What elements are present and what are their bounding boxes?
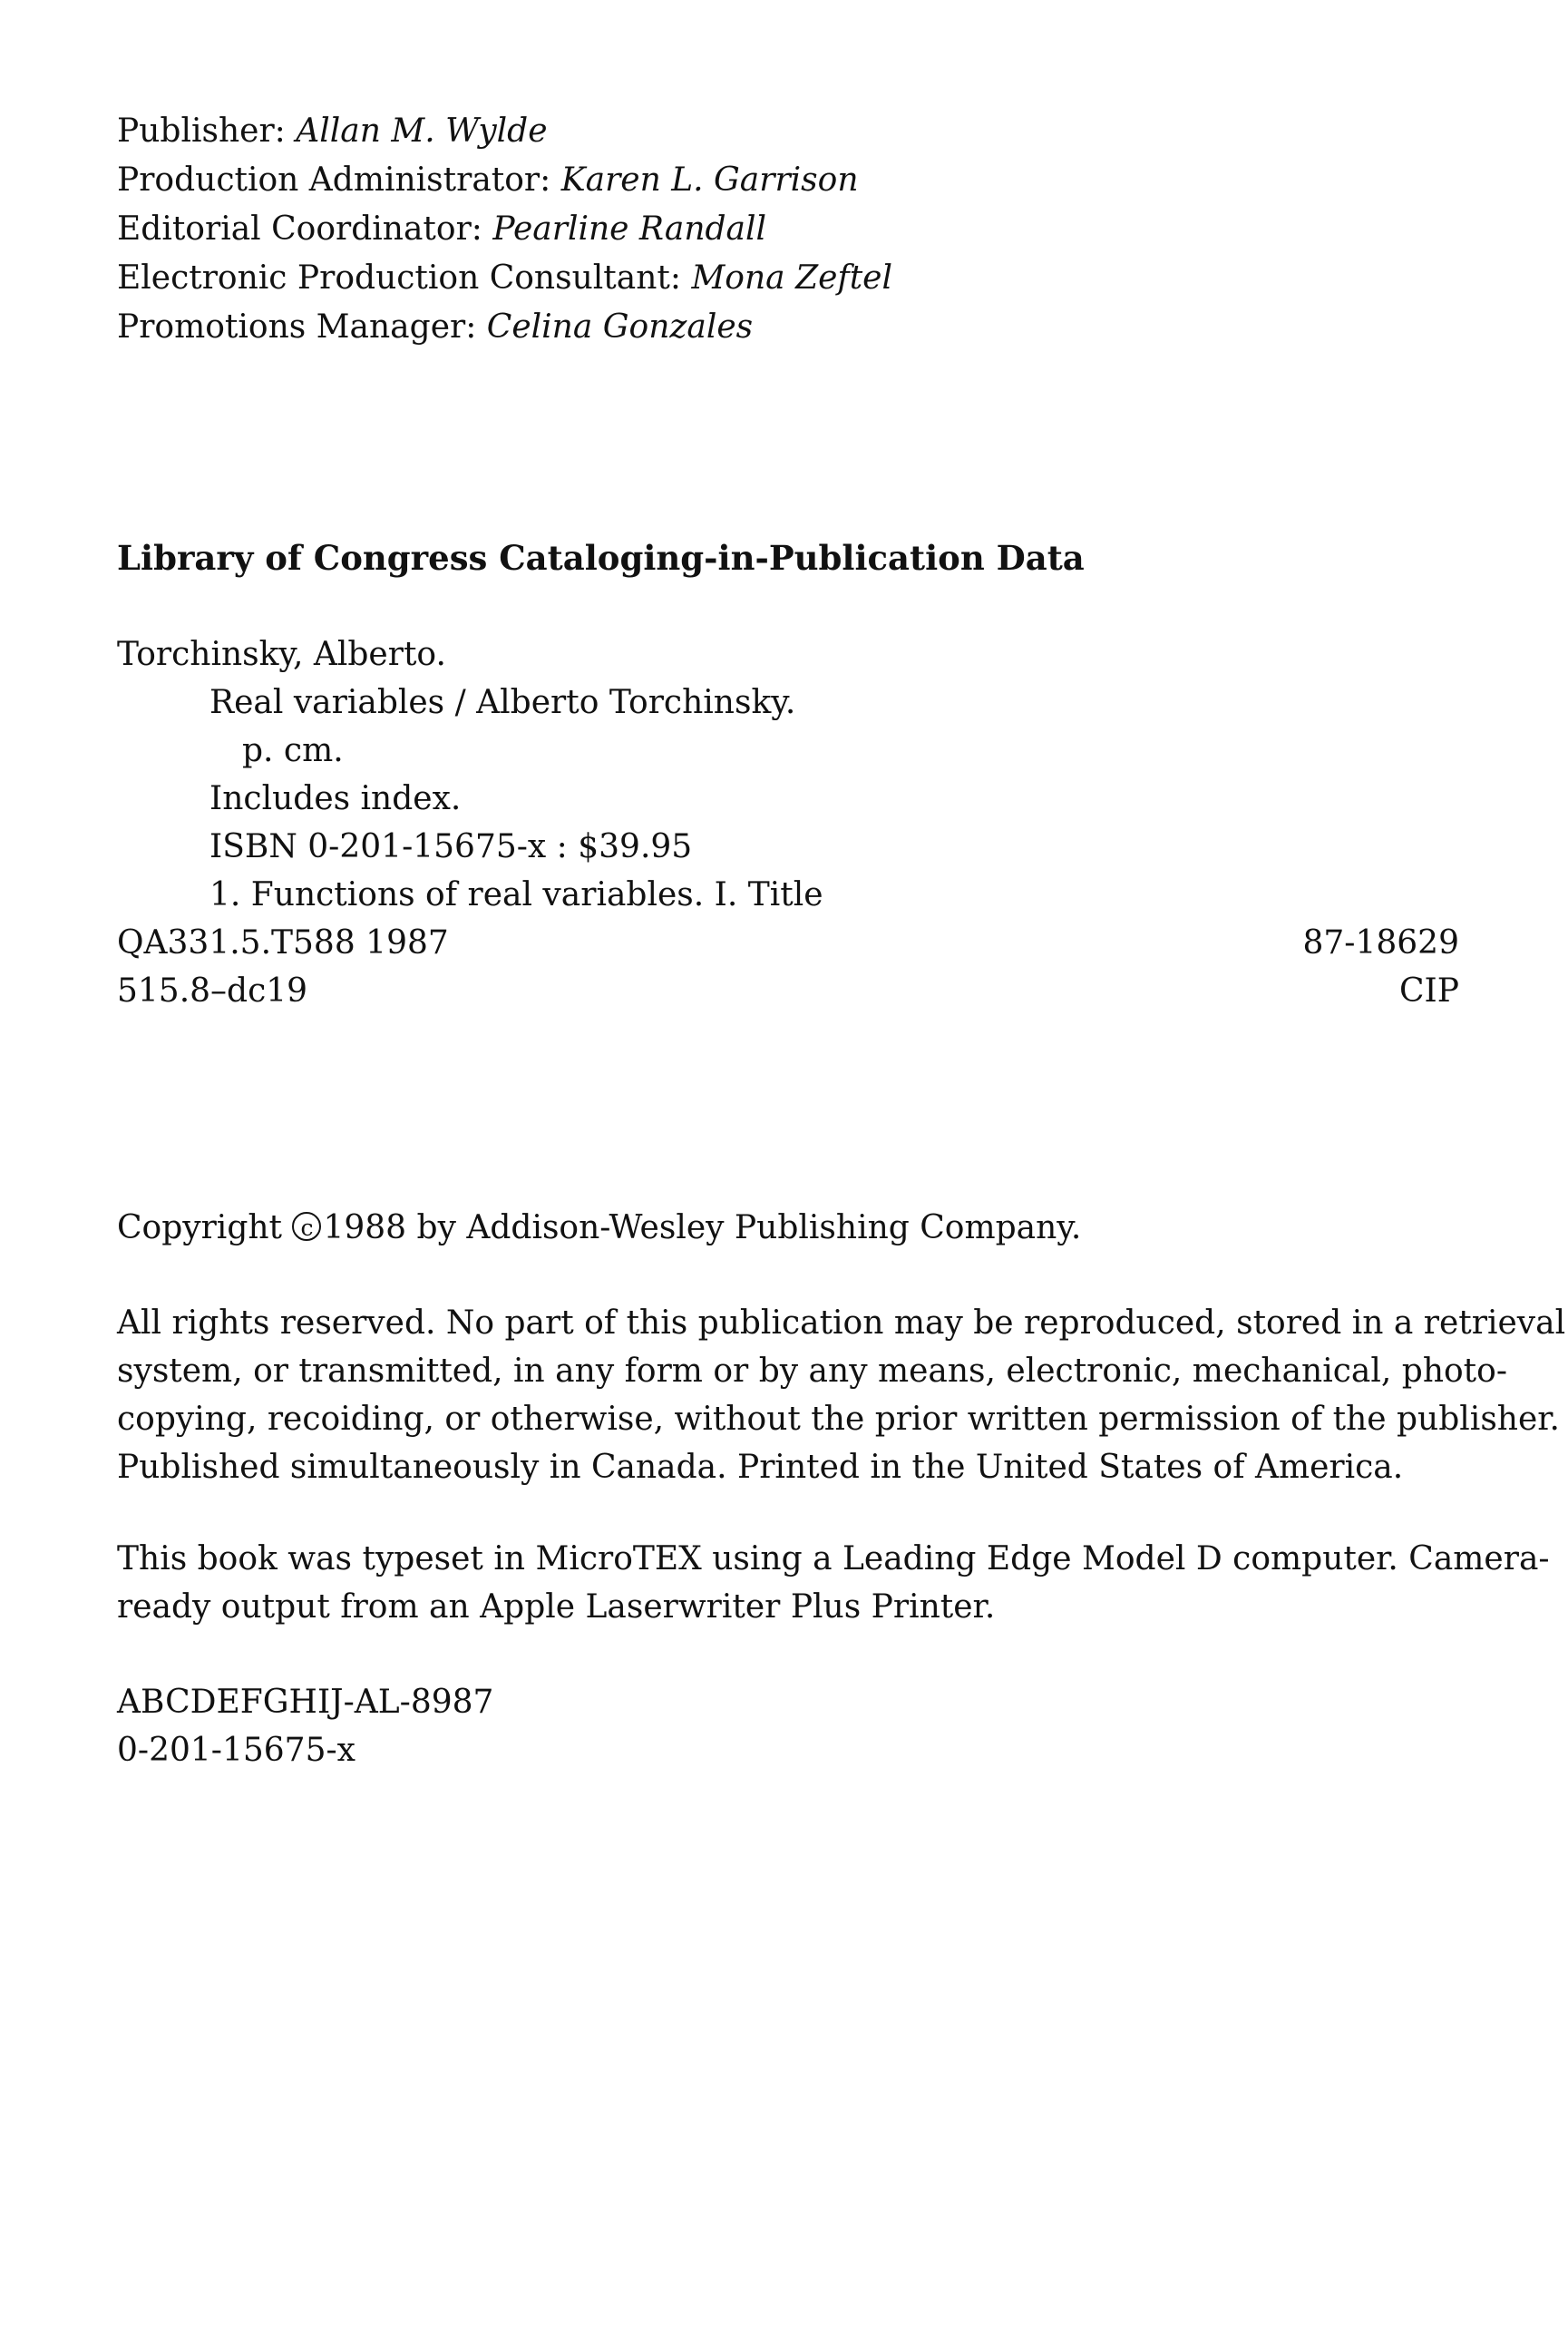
- credit-name: Celina Gonzales: [486, 308, 754, 346]
- cip-record: [117, 630, 1459, 1015]
- rights-line: copying, recoiding, or otherwise, without the prior written permission of the publisher.: [117, 1401, 1560, 1438]
- cip-label: CIP: [1399, 972, 1459, 1010]
- copyright-symbol-icon: c: [292, 1212, 321, 1241]
- typeset-line: ready output from an Apple Laserwriter Plus Printer.: [117, 1588, 996, 1626]
- cip-dewey-row: [117, 967, 1459, 1015]
- cip-isbn: ISBN 0-201-15675-x : $39.95: [209, 828, 693, 865]
- credit-role: Promotions Manager:: [117, 308, 477, 346]
- credits-list: [117, 107, 1459, 352]
- credit-editorial-coordinator: [117, 205, 1459, 254]
- credit-name: Karen L. Garrison: [560, 161, 859, 199]
- credit-role: Publisher:: [117, 112, 286, 150]
- credit-name: Allan M. Wylde: [296, 112, 548, 150]
- rights-line: system, or transmitted, in any form or by any means, electronic, mechanical, photo-: [117, 1353, 1507, 1390]
- cip-lc-number: 87-18629: [1302, 924, 1459, 962]
- cip-subject: 1. Functions of real variables. I. Title: [209, 876, 823, 913]
- typeset-line: This book was typeset in MicroTEX using a Leading Edge Model D computer. Camera-: [117, 1540, 1550, 1577]
- printing-codes: [117, 1678, 493, 1774]
- credit-electronic-production-consultant: [117, 254, 1459, 303]
- typeset-paragraph: [117, 1535, 1550, 1631]
- cip-heading: Library of Congress Cataloging-in-Publication Data: [117, 538, 1085, 578]
- rights-paragraph: [117, 1299, 1566, 1491]
- copyright-text: 1988 by Addison-Wesley Publishing Company.: [323, 1209, 1082, 1246]
- copyright-line: Copyright c 1988 by Addison-Wesley Publishing Company.: [117, 1209, 1082, 1246]
- credit-role: Editorial Coordinator:: [117, 210, 482, 248]
- rights-line: Published simultaneously in Canada. Printed in the United States of America.: [117, 1449, 1404, 1486]
- cip-index-note: Includes index.: [209, 780, 462, 817]
- cip-pages: p. cm.: [242, 732, 344, 769]
- credit-role: Electronic Production Consultant:: [117, 259, 681, 297]
- credit-name: Mona Zeftel: [691, 259, 892, 297]
- cip-dewey: 515.8–dc19: [117, 972, 308, 1010]
- cip-call-row: [117, 919, 1459, 967]
- credit-role: Production Administrator:: [117, 161, 551, 199]
- printing-code: ABCDEFGHIJ-AL-8987: [117, 1684, 494, 1721]
- credit-publisher: [117, 107, 1459, 156]
- cip-title: Real variables / Alberto Torchinsky.: [209, 684, 796, 721]
- rights-line: All rights reserved. No part of this publication may be reproduced, stored in a retrieval: [117, 1304, 1566, 1342]
- cip-author: Torchinsky, Alberto.: [117, 636, 446, 673]
- credit-name: Pearline Randall: [492, 210, 767, 248]
- cip-lc-call: QA331.5.T588 1987: [117, 924, 449, 962]
- isbn-code: 0-201-15675-x: [117, 1732, 355, 1769]
- credit-promotions-manager: [117, 303, 1459, 352]
- credit-production-administrator: [117, 156, 1459, 205]
